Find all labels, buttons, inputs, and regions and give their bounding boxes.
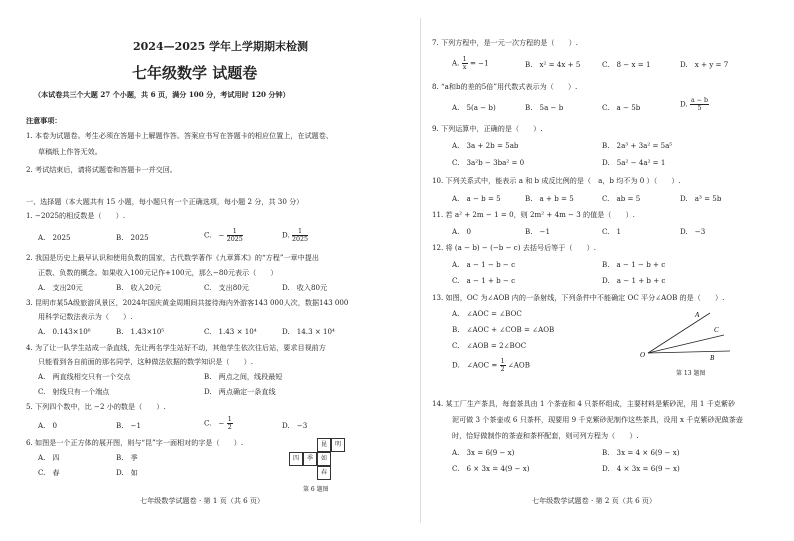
q7-option-a (452, 56, 489, 71)
q2-option-d: D. 收入80元 (282, 283, 328, 292)
q12-stem: 12. 将 (a − b) − (−b − c) 去括号后等于（ ）. (432, 243, 596, 252)
q12-option-d: D. a − 1 + b + c (602, 276, 666, 285)
q5-option-a: A. 0 (38, 421, 57, 430)
q1-option-a: A. 2025 (38, 233, 71, 242)
q7-option-a-prefix: A. (452, 58, 460, 68)
ray-oa (648, 313, 710, 353)
q10-option-c: C. ab = 5 (602, 194, 641, 203)
section-1-heading: 一、选择题（本大题共有 15 小题，每小题只有一个正确选项，每小题 2 分，共 30 分） (26, 197, 304, 206)
q14-line-1: 14. 某工厂生产茶具，每套茶具由 1 个茶壶和 4 只茶杯组成，主要材料是紫砂泥，用 1 千克紫砂 (432, 399, 736, 408)
q8-option-d (680, 97, 709, 112)
q13-stem: 13. 如图，OC 为∠AOB 内的一条射线，下列条件中不能确定 OC 平分∠AOB 的是（ ）. (432, 293, 725, 302)
q6-option-a: A. 四 (38, 453, 60, 462)
q1-option-c (204, 228, 243, 243)
cube-cell-3: 四 (289, 452, 303, 466)
q13-option-a: A. ∠AOC = ∠BOC (452, 309, 522, 318)
label-o: O (640, 351, 646, 359)
q6-option-c: C. 春 (38, 468, 60, 477)
q12-option-c: C. a − 1 + b − c (452, 276, 516, 285)
q14-option-b: B. 3x = 4 × 6(9 − x) (602, 448, 680, 457)
q9-option-c: C. 3a²b − 3ba² = 0 (452, 158, 525, 167)
q3-option-c: C. 1.43 × 10⁴ (204, 327, 257, 336)
q8-d-num: a − b (690, 97, 709, 104)
q14-line-2: 泥可做 3 个茶壶或 6 只茶杯，现要用 9 千克紫砂泥制作这些茶具，设用 x 千克紫砂泥做茶壶 (452, 415, 743, 424)
q1-option-c-fraction (227, 228, 243, 243)
q11-option-b: B. −1 (525, 227, 551, 236)
q1-option-c-prefix: C. − (204, 230, 225, 240)
q4-line-1: 4. 为了让一队学生站成一条直线，先让两名学生站好不动，其他学生依次往后站，要求目视前方 (26, 343, 326, 352)
q8-option-b: B. 5a − b (525, 103, 564, 112)
q2-option-b: B. 收入20元 (116, 283, 161, 292)
q4-option-c: C. 射线只有一个端点 (38, 387, 110, 396)
q14-option-d: D. 4 × 3x = 6(9 − x) (602, 464, 680, 473)
notice-line-1: 1. 本卷为试题卷。考生必须在答题卡上解题作答。答案应书写在答题卡的相应位置上，在试题卷、 (26, 131, 333, 140)
q3-line-1: 3. 昆明市某5A级旅游风景区，2024年国庆黄金周期间共接待海内外游客143 000人次，数据143 000 (26, 298, 349, 307)
q14-option-a: A. 3x = 6(9 − x) (452, 448, 515, 457)
cube-cell-4: 季 (303, 452, 317, 466)
q10-option-a: A. a − b = 5 (452, 194, 501, 203)
q7-a-den: x (462, 64, 467, 71)
label-c: C (714, 326, 719, 334)
q1-c-num: 1 (227, 228, 243, 236)
q7-stem: 7. 下列方程中，是一元一次方程的是（ ）. (432, 38, 579, 47)
label-b: B (710, 354, 715, 362)
q13-option-b: B. ∠AOC + ∠COB = ∠AOB (452, 325, 555, 334)
q4-option-b: B. 两点之间，线段最短 (204, 372, 283, 381)
cube-cell-6: 春 (317, 466, 331, 480)
q6-figure-caption: 第 6 题图 (303, 486, 329, 493)
q8-stem: 8. “a和b的差的5倍”用代数式表示为（ ）. (432, 82, 578, 91)
q13-option-c: C. ∠AOB = 2∠BOC (452, 341, 527, 350)
q3-option-b: B. 1.43×10⁵ (116, 327, 165, 336)
q6-option-d: D. 如 (116, 468, 138, 477)
q6-stem: 6. 如图是一个正方体的展开图，则与“昆”字一面相对的字是（ ）. (26, 438, 244, 447)
page-1-footer: 七年级数学试题卷 · 第 1 页（共 6 页） (140, 496, 265, 505)
q13-option-d-rest: ∠AOB (507, 360, 530, 370)
q13-figure-caption: 第 13 题图 (676, 370, 706, 377)
q4-option-a: A. 两直线相交只有一个交点 (38, 372, 131, 381)
q8-option-c: C. a − 5b (602, 103, 641, 112)
q8-d-den: 5 (697, 105, 702, 112)
exam-subtitle: （本试卷共三个大题 27 个小题，共 6 页，满分 100 分，考试用时 120 分钟） (34, 90, 290, 99)
q6-option-b: B. 季 (116, 453, 138, 462)
q5-c-den: 2 (227, 424, 232, 431)
q1-c-den: 2025 (226, 236, 243, 243)
q9-option-a: A. 3a + 2b = 5ab (452, 141, 519, 150)
q5-option-d: D. −3 (282, 421, 308, 430)
q5-option-b: B. −1 (116, 421, 142, 430)
cube-cell-5: 如 (317, 452, 331, 466)
q13-option-d-prefix: D. ∠AOC = (452, 360, 498, 370)
q5-stem: 5. 下列四个数中，比 −2 小的数是（ ）. (26, 402, 166, 411)
q10-stem: 10. 下列关系式中，能表示 a 和 b 成反比例的是（ a，b 均不为 0 ）（ ）. (432, 176, 681, 185)
q2-option-a: A. 支出20元 (38, 283, 83, 292)
q14-line-3: 时，恰好做制作的茶壶和茶杯配套，则可列方程为（ ）. (452, 431, 639, 440)
page-divider (420, 18, 421, 523)
q13-d-den: 2 (500, 366, 505, 373)
q13-option-d-fraction (500, 358, 506, 373)
q9-option-b: B. 2a³ + 3a² = 5a⁵ (602, 141, 673, 150)
q7-a-num: 1 (462, 56, 467, 63)
q1-d-num: 1 (292, 228, 308, 236)
q10-option-b: B. a + b = 5 (525, 194, 574, 203)
q12-option-a: A. a − 1 − b − c (452, 260, 516, 269)
q1-option-d-prefix: D. (282, 230, 290, 240)
q4-line-2: 只能看到各自前面的那名同学，这种做法依据的数学知识是（ ）. (38, 357, 254, 366)
q7-option-a-rest: = −1 (469, 58, 489, 68)
ray-ob (648, 351, 730, 353)
exam-title: 七年级数学 试题卷 (132, 64, 258, 82)
q13-angle-diagram (640, 305, 740, 365)
cube-cell-2: 明 (331, 438, 345, 452)
q7-option-b: B. x² = 4x + 5 (525, 60, 581, 69)
q1-option-d-fraction (292, 228, 308, 243)
q3-option-d: D. 14.3 × 10⁴ (282, 327, 335, 336)
q11-stem: 11. 若 a² + 2m − 1 = 0，则 2m² + 4m − 3 的值是（ ）. (432, 210, 635, 219)
q5-option-c-prefix: C. − (204, 418, 225, 428)
q1-stem: 1. −2025的相反数是（ ）. (26, 211, 126, 220)
notice-line-3: 2. 考试结束后，请将试题卷和答题卡一并交回。 (26, 165, 177, 174)
q2-option-c: C. 支出80元 (204, 283, 249, 292)
q13-option-d (452, 358, 530, 373)
q5-c-num: 1 (227, 416, 232, 423)
q5-option-c (204, 416, 233, 431)
q1-option-d (282, 228, 308, 243)
q3-line-2: 用科学记数法表示为（ ）. (38, 312, 133, 321)
exam-header: 2024—2025 学年上学期期末检测 (133, 40, 309, 53)
q9-option-d: D. 5a² − 4a² = 1 (602, 158, 666, 167)
q7-option-d: D. x + y = 7 (680, 60, 729, 69)
q3-option-a: A. 0.143×10⁶ (38, 327, 91, 336)
q5-option-c-fraction (227, 416, 233, 431)
q11-option-a: A. 0 (452, 227, 471, 236)
q8-option-a: A. 5(a − b) (452, 103, 496, 112)
q1-option-b: B. 2025 (116, 233, 149, 242)
q4-option-d: D. 两点确定一条直线 (204, 387, 276, 396)
notice-line-2: 草稿纸上作答无效。 (38, 147, 102, 156)
page-2-footer: 七年级数学试题卷 · 第 2 页（共 6 页） (532, 496, 657, 505)
q11-option-c: C. 1 (602, 227, 622, 236)
q2-line-2: 正数、负数的概念。如果收入100元记作+100元，那么−80元表示（ ） (38, 268, 278, 277)
q13-d-num: 1 (500, 358, 505, 365)
q7-option-c: C. 8 − x = 1 (602, 60, 651, 69)
ray-oc (648, 335, 724, 353)
q9-stem: 9. 下列运算中，正确的是（ ）. (432, 124, 543, 133)
q14-option-c: C. 6 × 3x = 4(9 − x) (452, 464, 530, 473)
q8-option-d-prefix: D. (680, 99, 688, 109)
q11-option-d: D. −3 (680, 227, 706, 236)
notice-title: 注意事项： (26, 116, 62, 125)
q1-d-den: 2025 (291, 236, 308, 243)
q2-line-1: 2. 我国是历史上最早认识和使用负数的国家，古代数学著作《九章算术》的“方程”一章中提出 (26, 253, 319, 262)
q7-option-a-fraction (462, 56, 468, 71)
label-a: A (695, 311, 700, 319)
q8-option-d-fraction (690, 97, 709, 112)
cube-cell-1: 昆 (317, 438, 331, 452)
q12-option-b: B. a − 1 − b + c (602, 260, 666, 269)
q10-option-d: D. a³ = 5b (680, 194, 722, 203)
